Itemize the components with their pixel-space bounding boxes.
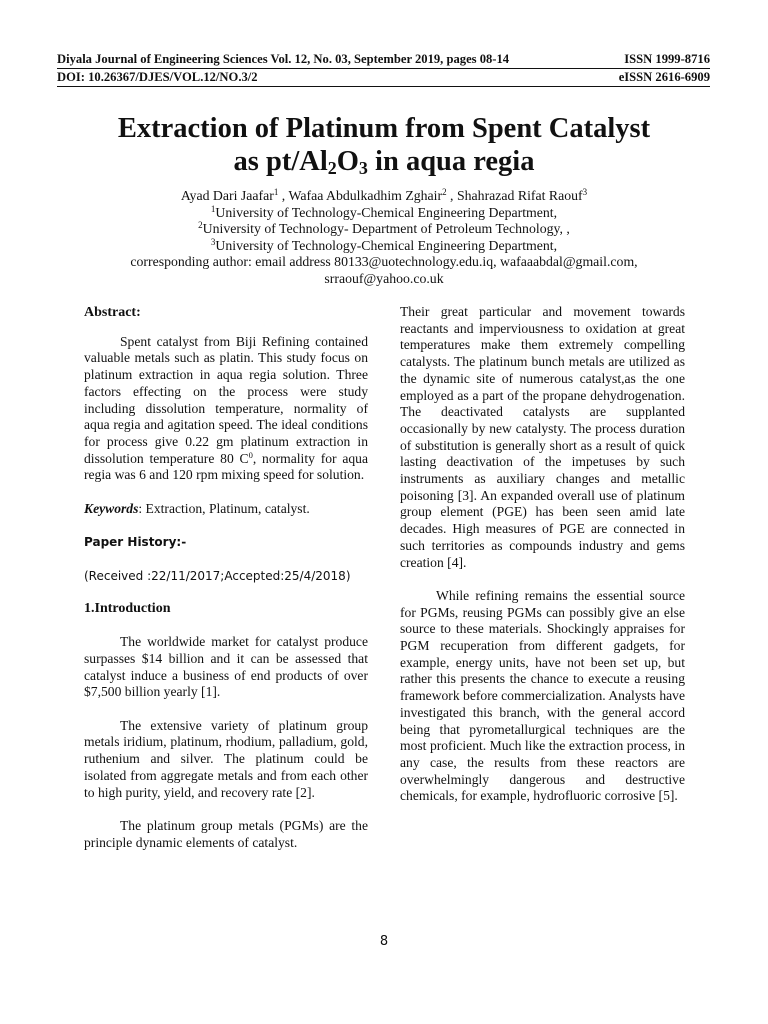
- separator: ,: [278, 188, 289, 203]
- page-number: 8: [379, 934, 389, 949]
- intro-paragraph-1: The worldwide market for catalyst produce surpasses $14 billion and it can be assessed that catalyst induce a business of end products of over $7,500 billion yearly [1].: [84, 634, 368, 700]
- author-names: [40, 188, 728, 205]
- degree-superscript: 0: [248, 449, 253, 460]
- affiliation-marker: 1: [273, 187, 279, 197]
- introduction-heading: 1.Introduction: [84, 600, 171, 616]
- title-text: in aqua regia: [367, 146, 535, 177]
- abstract-text-part: , normality for aqua regia was 6 and 120 rpm mixing speed for solution.: [84, 450, 368, 483]
- affiliation-marker: 2: [198, 220, 203, 230]
- affiliation-marker: 1: [210, 203, 216, 214]
- separator: ,: [446, 188, 457, 203]
- paper-title: [40, 112, 728, 178]
- title-line-2: [40, 145, 728, 178]
- journal-header-line: [57, 52, 710, 67]
- title-subscript: 2: [327, 158, 337, 178]
- keywords: [84, 501, 368, 518]
- title-text: O: [336, 146, 359, 177]
- right-column: [400, 304, 685, 805]
- abstract-text-part: Spent catalyst from Biji Refining contained valuable metals such as platin. This study focus on platinum extraction in aqua regia solution. Three factors effecting on the process were study including dissolution temperature, normality of aqua regia and agitation speed. The ideal conditions for process give 0.22 gm platinum extraction in dissolution temperature 80 C: [84, 333, 368, 466]
- paper-history-label: Paper History:-: [84, 535, 187, 550]
- abstract-heading: Abstract:: [84, 305, 141, 320]
- keywords-label: Keywords: [84, 500, 139, 516]
- doi-header-line: [57, 70, 710, 85]
- title-line-1: Extraction of Platinum from Spent Catalyst: [117, 113, 651, 144]
- intro-paragraph-5: While refining remains the essential source for PGMs, reusing PGMs can possibly give an else source to these materials. Shockingly appraises for PGM recuperation from different gadgets, for example, energy units, have not been set up, but rather this presents the chance to execute a reusing framework before commercialization. Analysts have investigated this branch, with the general accord being that pyrometallurgical techniques are the most proficient. Much like the extraction process, in any case, the results from these reactors are overwhelmingly dangerous and destructive chemicals, for example, hydrofluoric corrosive [5].: [400, 587, 685, 804]
- journal-citation: Diyala Journal of Engineering Sciences Vol. 12, No. 03, September 2019, pages 08-14: [57, 52, 510, 66]
- left-column: [84, 305, 368, 851]
- corresponding-author-email: srraouf@yahoo.co.uk: [324, 270, 444, 286]
- affiliation-2: [40, 221, 728, 238]
- author-block: [40, 188, 728, 287]
- author-name: Shahrazad Rifat Raouf: [456, 188, 583, 203]
- corresponding-author: corresponding author: email address 80133@uotechnology.edu.iq, wafaaabdal@gmail.com,: [130, 254, 638, 269]
- affiliation-marker: 2: [442, 187, 447, 197]
- title-text: as pt/Al: [233, 146, 328, 177]
- affiliation-1: [40, 205, 728, 222]
- intro-paragraph-4: Their great particular and movement towards reactants and imperviousness to oxidation at great temperatures make them extremely compelling catalysts. The platinum bunch metals are utilized as the dynamic site of numerous catalyst,as the one employed as a part of the propane dehydrogenation. The deactivated catalysts are supplanted occasionally by new catalysty. The process duration of substitution is generally short as a result of quick lasting deactivation of the impetuses by such instruments as auxiliary changes and metallic poisoning [3]. An expanded overall use of platinum group element (PGE) has been seen amid late decades. High measures of PGE are connected in such territories as compounds industry and gems creation [4].: [400, 304, 685, 570]
- affiliation-marker: 3: [582, 187, 588, 197]
- affiliation-text: University of Technology-Chemical Engineering Department,: [215, 204, 558, 220]
- author-name: Ayad Dari Jaafar: [180, 188, 274, 203]
- header-divider: [57, 68, 710, 69]
- title-subscript: 3: [358, 158, 368, 178]
- issn: ISSN 1999-8716: [624, 52, 710, 66]
- keywords-text: : Extraction, Platinum, catalyst.: [138, 500, 310, 516]
- doi: DOI: 10.26367/DJES/VOL.12/NO.3/2: [57, 70, 258, 84]
- intro-paragraph-3: The platinum group metals (PGMs) are the principle dynamic elements of catalyst.: [84, 817, 368, 850]
- affiliation-marker: 3: [210, 236, 216, 247]
- paper-history-dates: (Received :22/11/2017;Accepted:25/4/2018): [84, 568, 351, 583]
- affiliation-3: [40, 238, 728, 255]
- affiliation-text: University of Technology- Department of Petroleum Technology, ,: [202, 221, 570, 236]
- affiliation-text: University of Technology-Chemical Engineering Department,: [215, 237, 558, 253]
- header-divider-bottom: [57, 86, 710, 87]
- abstract-text: [84, 334, 368, 484]
- eissn: eISSN 2616-6909: [618, 70, 710, 84]
- intro-paragraph-2: The extensive variety of platinum group metals iridium, platinum, rhodium, palladium, gold, ruthenium and silver. The platinum could be isolated from aggregate metals and from each other to high purity, yield, and recovery rate [2].: [84, 717, 368, 800]
- author-name: Wafaa Abdulkadhim Zghair: [288, 188, 443, 203]
